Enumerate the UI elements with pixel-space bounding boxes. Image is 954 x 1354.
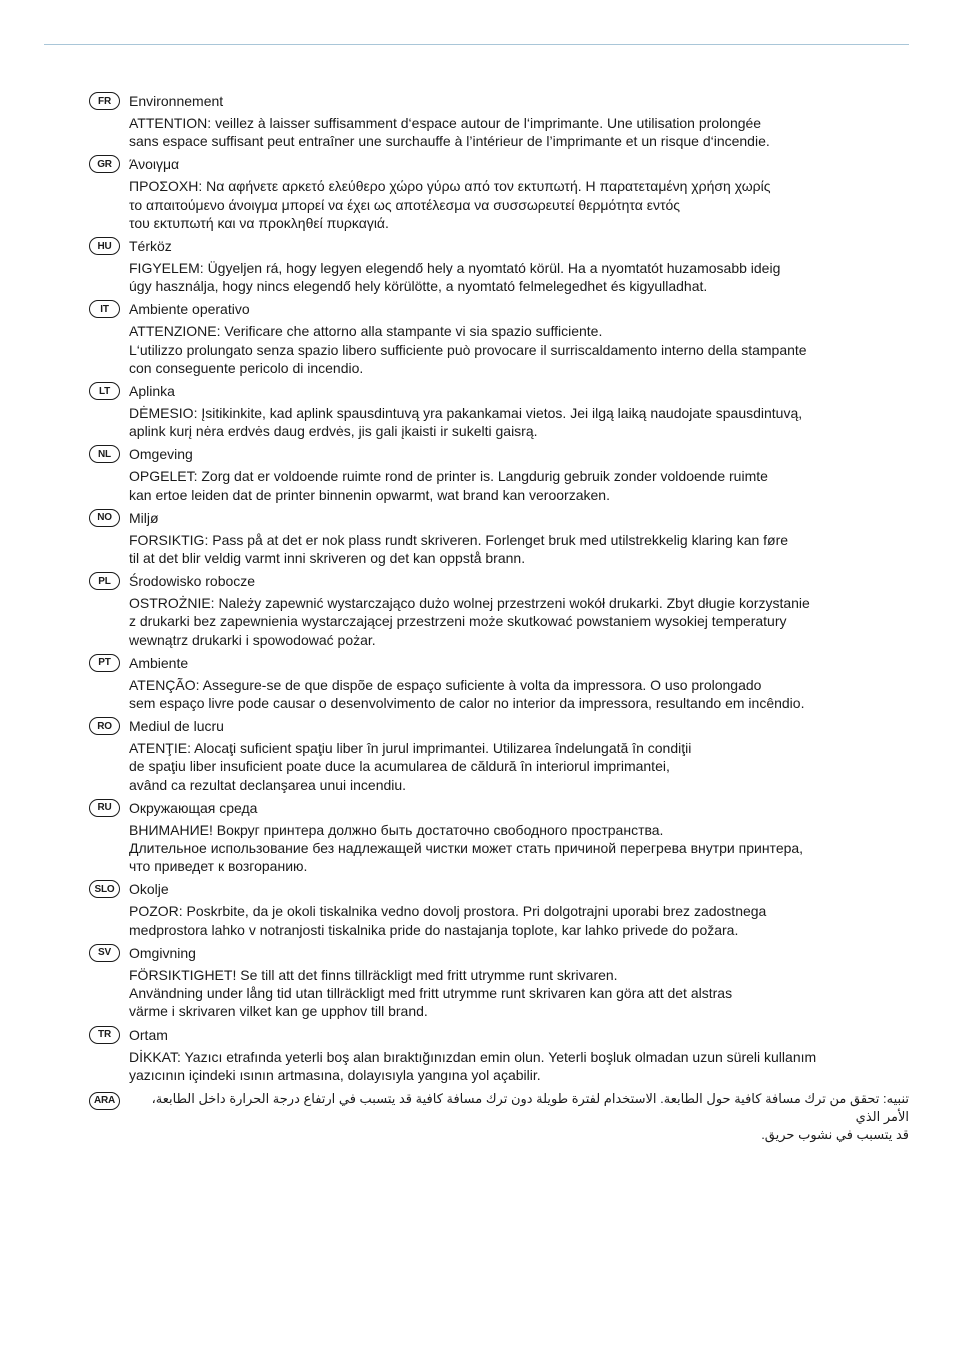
section-title: Środowisko robocze bbox=[129, 573, 256, 590]
section-title: Environnement bbox=[129, 93, 224, 109]
section-text: DİKKAT: Yazıcı etrafında yeterli boş alan bıraktığınızdan emin olun. Yeterli boşluk olmadan uzun süreli kullanım yazıcının içindeki ısının artmasına, dolayısıyla yangına yol açabilir. bbox=[129, 1048, 817, 1083]
section-no bbox=[89, 508, 909, 571]
section-title: Okolje bbox=[129, 881, 169, 898]
section-title: Térköz bbox=[129, 238, 172, 255]
section-ru bbox=[89, 798, 909, 880]
section-text: FÖRSIKTIGHET! Se till att det finns tillräckligt med fritt utrymme runt skrivaren. Användning under lång tid utan tillräckligt med fritt utrymme runt skrivaren kan göra att det alstras värme i skrivaren vilket kan ge upphov till brand. bbox=[129, 966, 733, 1020]
section-title: Aplinka bbox=[129, 383, 175, 400]
section-it bbox=[89, 299, 909, 381]
language-badge: ARA bbox=[89, 1092, 120, 1110]
section-ro bbox=[89, 716, 909, 798]
section-title: Mediul de lucru bbox=[129, 718, 224, 735]
section-text: DĖMESIO: Įsitikinkite, kad aplink spausdintuvą yra pakankamai vietos. Jei ilgą laiką naudojate spausdintuvą, aplink kurį nėra erdvės daug erdvės, jis gali įkaisti ir sukelti gaisrą. bbox=[129, 405, 803, 440]
section-text: تنبيه: تحقق من ترك مسافة كافية حول الطابعة. الاستخدام لفترة طويلة دون ترك مسافة كافية قد يتسبب في ارتفاع درجة الحرارة داخل الطابعة، الأمر الذي قد يتسبب في نشوب حريق. bbox=[151, 1090, 909, 1142]
header-rule bbox=[44, 44, 909, 45]
section-title: Окружающая среда bbox=[129, 799, 258, 816]
section-title: Omgivning bbox=[129, 944, 196, 961]
section-text: ВНИМАНИЕ! Вокруг принтера должно быть достаточно свободного пространства. Длительное использование без надлежащей чистки может стать причиной перегрева внутри принтера, что приведет к возгоранию. bbox=[129, 821, 804, 875]
language-badge: NL bbox=[89, 445, 120, 463]
section-title: Άνοιγμα bbox=[129, 156, 180, 173]
section-text: ATENÇÃO: Assegure-se de que dispõe de espaço suficiente à volta da impressora. O uso prolongado sem espaço livre pode causar o desenvolvimento de calor no interior da impressora, resultando em incêndio. bbox=[129, 676, 805, 712]
section-lt bbox=[89, 381, 909, 444]
section-title: Ambiente operativo bbox=[129, 301, 250, 318]
section-tr bbox=[89, 1025, 909, 1088]
section-gr bbox=[89, 154, 909, 236]
section-pl bbox=[89, 571, 909, 653]
language-badge: FR bbox=[89, 92, 120, 110]
section-text: POZOR: Poskrbite, da je okoli tiskalnika vedno dovolj prostora. Pri dolgotrajni uporabi brez zadostnega medprostora lahko v notranjosti tiskalnika pride do nastajanja toplote, kar lahko privede do požara. bbox=[129, 903, 767, 938]
language-badge: RO bbox=[89, 717, 120, 735]
section-title: Omgeving bbox=[129, 446, 193, 463]
section-nl bbox=[89, 444, 909, 507]
section-pt bbox=[89, 653, 909, 716]
section-text: OPGELET: Zorg dat er voldoende ruimte rond de printer is. Langdurig gebruik zonder voldoende ruimte kan ertoe leiden dat de printer binnenin opwarmt, wat brand kan veroorzaken. bbox=[129, 468, 768, 503]
language-badge: RU bbox=[89, 799, 120, 817]
section-text: OSTROŻNIE: Należy zapewnić wystarczająco dużo wolnej przestrzeni wokół drukarki. Zbyt długie korzystanie z drukarki bez zapewnienia wystarczającej przestrzeni może skutkować powstaniem wysokiej temperatury wewnątrz drukarki i spowodować pożar. bbox=[129, 595, 810, 648]
section-title: Miljø bbox=[129, 509, 159, 526]
section-slo bbox=[89, 879, 909, 942]
section-text: ATENŢIE: Alocaţi suficient spaţiu liber în jurul imprimantei. Utilizarea îndelungată în condiţii de spaţiu liber insuficient poate duce la acumularea de căldură în interiorul imprimantei, având ca rezultat declanşarea unui incendiu. bbox=[129, 740, 692, 793]
language-badge: SLO bbox=[89, 880, 120, 898]
language-badge: HU bbox=[89, 237, 120, 255]
language-badge: LT bbox=[89, 382, 120, 400]
section-hu bbox=[89, 236, 909, 299]
section-sv bbox=[89, 943, 909, 1025]
warning-list bbox=[89, 91, 909, 1148]
section-fr bbox=[89, 91, 909, 154]
section-text: FIGYELEM: Ügyeljen rá, hogy legyen elegendő hely a nyomtató körül. Ha a nyomtatót huzamosabb ideig úgy használja, hogy nincs elegendő hely körülötte, a nyomtató felmelegedhet és kigyulladhat. bbox=[129, 260, 781, 295]
section-title: Ambiente bbox=[129, 654, 189, 671]
section-text: FORSIKTIG: Pass på at det er nok plass rundt skriveren. Forlenget bruk med utilstrekkelig klaring kan føre til at det blir veldig varmt inni skriveren og det kan oppstå brann. bbox=[129, 531, 789, 567]
section-text: ATTENZIONE: Verificare che attorno alla stampante vi sia spazio sufficiente. L‘utilizzo prolungato senza spazio libero sufficiente può provocare il surriscaldamento interno della stampante con conseguente pericolo di incendio. bbox=[129, 323, 807, 376]
language-badge: PL bbox=[89, 572, 120, 590]
section-title: Ortam bbox=[129, 1026, 168, 1043]
language-badge: SV bbox=[89, 944, 120, 962]
language-badge: IT bbox=[89, 300, 120, 318]
language-badge: TR bbox=[89, 1026, 120, 1044]
language-badge: GR bbox=[89, 155, 120, 173]
section-ara bbox=[89, 1090, 909, 1148]
language-badge: NO bbox=[89, 509, 120, 527]
language-badge: PT bbox=[89, 654, 120, 672]
section-text: ATTENTION: veillez à laisser suffisamment d‘espace autour de l‘imprimante. Une utilisation prolongée sans espace suffisant peut entraîner une surchauffe à l’intérieur de l’imprimante et un risque d‘incendie. bbox=[129, 115, 770, 150]
section-text: ΠΡΟΣΟΧΗ: Να αφήνετε αρκετό ελεύθερο χώρο γύρω από τον εκτυπωτή. Η παρατεταμένη χρήση χωρίς το απαιτούμενο άνοιγμα μπορεί να έχει ως αποτέλεσμα να συσσωρευτεί θερμότητα εντός του εκτυπωτή και να προκληθεί πυρκαγιά. bbox=[129, 178, 771, 231]
